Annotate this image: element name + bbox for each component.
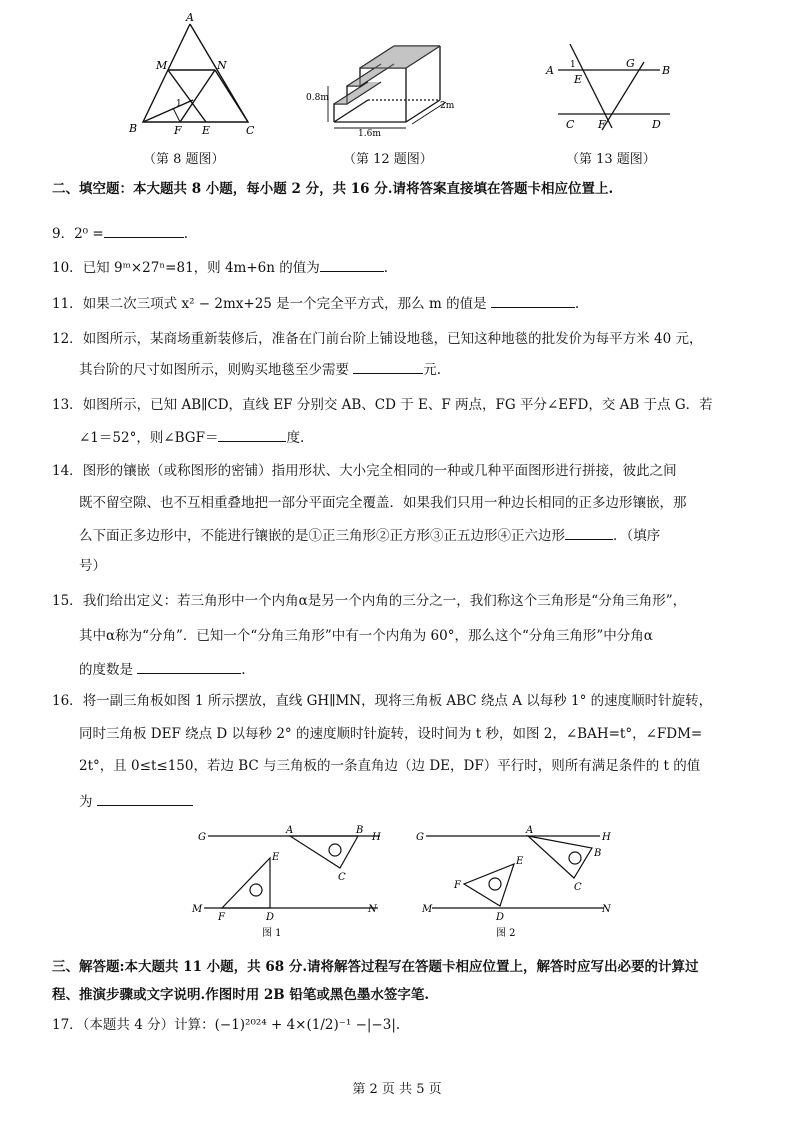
fig13-caption: （第 13 题图）	[566, 152, 656, 167]
section2-header: 二、填空题：本大题共 8 小题，每小题 2 分，共 16 分.请将答案直接填在答题卡相应位置上.	[52, 181, 614, 197]
question-16-line1: 16．将一副三角板如图 1 所示摆放，直线 GH∥MN，现将三角板 ABC 绕点 A 以每秒 1° 的速度顺时针旋转，	[52, 693, 713, 709]
fig13-label-f: F	[598, 118, 606, 131]
question-16-line2: 同时三角板 DEF 绕点 D 以每秒 2° 的速度顺时针旋转，设时间为 t 秒，如图 2，∠BAH=t°，∠FDM=	[79, 726, 703, 742]
figure-12	[306, 38, 480, 139]
fig16-label-g-1: G	[198, 832, 206, 843]
figure-16	[190, 820, 620, 940]
fig16-label-f-1: F	[218, 912, 225, 923]
section3-header-line1: 三、解答题:本大题共 11 小题，共 68 分.请将解答过程写在答题卡相应位置上，解答时应写出必要的计算过	[52, 959, 699, 975]
question-15-line2: 其中α称为“分角”．已知一个“分角三角形”中有一个内角为 60°，那么这个“分角三角形”中分角α	[79, 628, 653, 644]
question-12-line2: 其台阶的尺寸如图所示，则购买地毯至少需要 元.	[79, 362, 442, 378]
section3-header-line2: 程、推演步骤或文字说明.作图时用 2B 铅笔或黑色墨水签字笔.	[52, 987, 430, 1003]
fig16-label-e-2: E	[516, 856, 524, 867]
fig16-label-c-2: C	[574, 882, 582, 893]
fig16-label-b-1: B	[356, 825, 364, 836]
answer-blank-9[interactable]	[104, 224, 184, 238]
fig13-label-1: 1	[570, 60, 576, 70]
question-15-line1: 15．我们给出定义：若三角形中一个内角α是另一个内角的三分之一，我们称这个三角形是“分角三角形”，	[52, 593, 687, 609]
question-14-line4: 号）	[79, 558, 106, 574]
fig8-label-1: 1	[176, 99, 182, 109]
question-16-line3: 2t°，且 0≤t≤150，若边 BC 与三角板的一条直角边（边 DE，DF）平行时，则所有满足条件的 t 的值	[79, 758, 701, 774]
fig8-label-b: B	[129, 122, 138, 135]
fig16-label-f-2: F	[454, 880, 461, 891]
answer-blank-13[interactable]	[218, 428, 286, 442]
fig16-label-h-2: H	[602, 832, 611, 843]
page-footer: 第 2 页 共 5 页	[352, 1082, 442, 1097]
fig8-label-a: A	[186, 11, 194, 24]
fig16-label-b-2: B	[594, 848, 602, 859]
question-11: 11．如果二次三项式 x² − 2mx+25 是一个完全平方式，那么 m 的值是 .	[52, 296, 580, 312]
fig8-caption: （第 8 题图）	[143, 152, 225, 167]
fig16-caption-1: 图 1	[262, 928, 282, 939]
fig13-label-e: E	[574, 73, 583, 86]
answer-blank-15[interactable]	[137, 660, 241, 674]
figure-13	[540, 40, 690, 132]
fig13-label-g: G	[626, 57, 635, 70]
fig16-label-d-2: D	[496, 912, 505, 923]
fig16-label-m-2: M	[422, 904, 433, 915]
fig12-height-label: 0.8m	[306, 93, 329, 103]
fig16-caption-2: 图 2	[496, 928, 516, 939]
question-17: 17．（本题共 4 分）计算：(−1)²⁰²⁴ + 4×(1/2)⁻¹ −|−3|.	[52, 1017, 401, 1033]
fig16-label-n-1: N	[368, 904, 377, 915]
question-14-line2: 既不留空隙、也不互相重叠地把一部分平面完全覆盖．如果我们只用一种边长相同的正多边形镶嵌，那	[79, 495, 687, 511]
fig8-label-n: N	[217, 59, 227, 72]
question-14-line1: 14．图形的镶嵌（或称图形的密铺）指用形状、大小完全相同的一种或几种平面图形进行拼接，彼此之间	[52, 463, 677, 479]
fig16-label-m-1: M	[192, 904, 203, 915]
question-14-line3: 么下面正多边形中，不能进行镶嵌的是①正三角形②正方形③正五边形④正六边形 ．（填序	[79, 528, 661, 544]
answer-blank-11[interactable]	[491, 294, 575, 308]
question-13-line1: 13．如图所示，已知 AB∥CD，直线 EF 分别交 AB、CD 于 E、F 两点，FG 平分∠EFD，交 AB 于点 G．若	[52, 397, 713, 413]
fig16-label-a-1: A	[286, 825, 294, 836]
figure-8	[118, 10, 268, 140]
fig13-label-c: C	[566, 118, 575, 131]
fig16-label-a-2: A	[526, 825, 534, 836]
fig12-depth-label: 2m	[440, 101, 455, 111]
fig16-label-e-1: E	[272, 852, 280, 863]
fig16-label-h-1: H	[372, 832, 381, 843]
question-16-line4: 为	[79, 792, 779, 811]
answer-blank-10[interactable]	[320, 258, 384, 272]
fig12-length-label: 1.6m	[358, 129, 381, 139]
question-15-line3: 的度数是 .	[79, 662, 246, 678]
question-9: 9．2⁰ = .	[52, 226, 188, 242]
fig13-label-b: B	[662, 64, 671, 77]
answer-blank-16[interactable]	[97, 792, 193, 806]
answer-blank-12[interactable]	[353, 360, 423, 374]
fig16-label-d-1: D	[266, 912, 275, 923]
question-12-line1: 12．如图所示，某商场重新装修后，准备在门前台阶上铺设地毯，已知这种地毯的批发价为每平方米 40 元，	[52, 331, 703, 347]
fig13-label-a: A	[546, 64, 554, 77]
q17-expression: (−1)²⁰²⁴ + 4×(1/2)⁻¹ −|−3|.	[214, 1017, 401, 1033]
fig8-label-f: F	[174, 124, 182, 137]
fig16-label-c-1: C	[338, 872, 346, 883]
fig16-label-n-2: N	[602, 904, 611, 915]
fig8-label-m: M	[156, 59, 168, 72]
answer-blank-14[interactable]	[565, 526, 613, 540]
fig12-caption: （第 12 题图）	[343, 152, 433, 167]
fig16-label-g-2: G	[416, 832, 424, 843]
question-13-line2: ∠1＝52°，则∠BGF＝ 度.	[79, 430, 305, 446]
fig8-label-e: E	[202, 124, 211, 137]
fig8-label-c: C	[246, 124, 255, 137]
question-10: 10．已知 9ᵐ×27ⁿ=81，则 4m+6n 的值为 .	[52, 260, 389, 276]
fig13-label-d: D	[652, 118, 661, 131]
